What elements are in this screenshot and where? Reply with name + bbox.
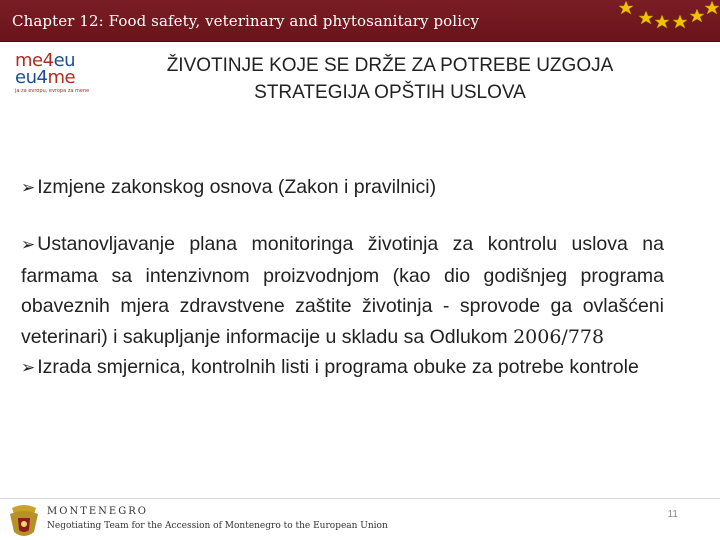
logo-row-2: eu4me — [15, 67, 76, 88]
page-number: 11 — [667, 509, 678, 520]
chapter-title: Chapter 12: Food safety, veterinary and phytosanitary policy — [12, 12, 480, 30]
bullet-block — [21, 229, 664, 384]
bullet-list-item — [21, 172, 664, 204]
decree-number: 2006/778 — [513, 325, 605, 348]
footer-country: MONTENEGRO — [47, 506, 148, 517]
bullet-arrow-icon: ➢ — [21, 178, 36, 198]
slide-title-line-2: STRATEGIJA OPŠTIH USLOVA — [254, 82, 526, 103]
slide-title — [90, 52, 690, 106]
footer-divider — [0, 498, 720, 499]
header-band — [0, 0, 720, 42]
logo-tagline: ja za evropu, evropa za mene — [15, 88, 90, 94]
coat-of-arms-icon — [4, 502, 44, 540]
bullet-text: Ustanovljavanje plana monitoringa životinja za kontrolu uslova na farmama sa intenzivnom proizvodnjom (kao dio godišnjeg programa obaveznih mjera zdravstvene zaštite životinja - sprovode ga ovlašćeni veterinari) i sakupljanje informacije u skladu sa Odlukom — [21, 233, 664, 348]
bullet-arrow-icon: ➢ — [21, 358, 36, 378]
eu-stars-icon — [610, 0, 720, 34]
slide-title-line-1: ŽIVOTINJE KOJE SE DRŽE ZA POTREBE UZGOJA — [166, 55, 614, 76]
bullet-list-item — [21, 352, 664, 384]
bullet-text: Izrada smjernica, kontrolnih listi i programa obuke za potrebe kontrole — [37, 356, 639, 378]
bullet-text: Izmjene zakonskog osnova (Zakon i pravilnici) — [37, 176, 437, 198]
bullet-arrow-icon: ➢ — [21, 235, 36, 255]
bullet-list-item — [21, 229, 664, 352]
footer-team-name: Negotiating Team for the Accession of Montenegro to the European Union — [47, 521, 388, 531]
logo-row-1: me4eu — [15, 50, 76, 71]
